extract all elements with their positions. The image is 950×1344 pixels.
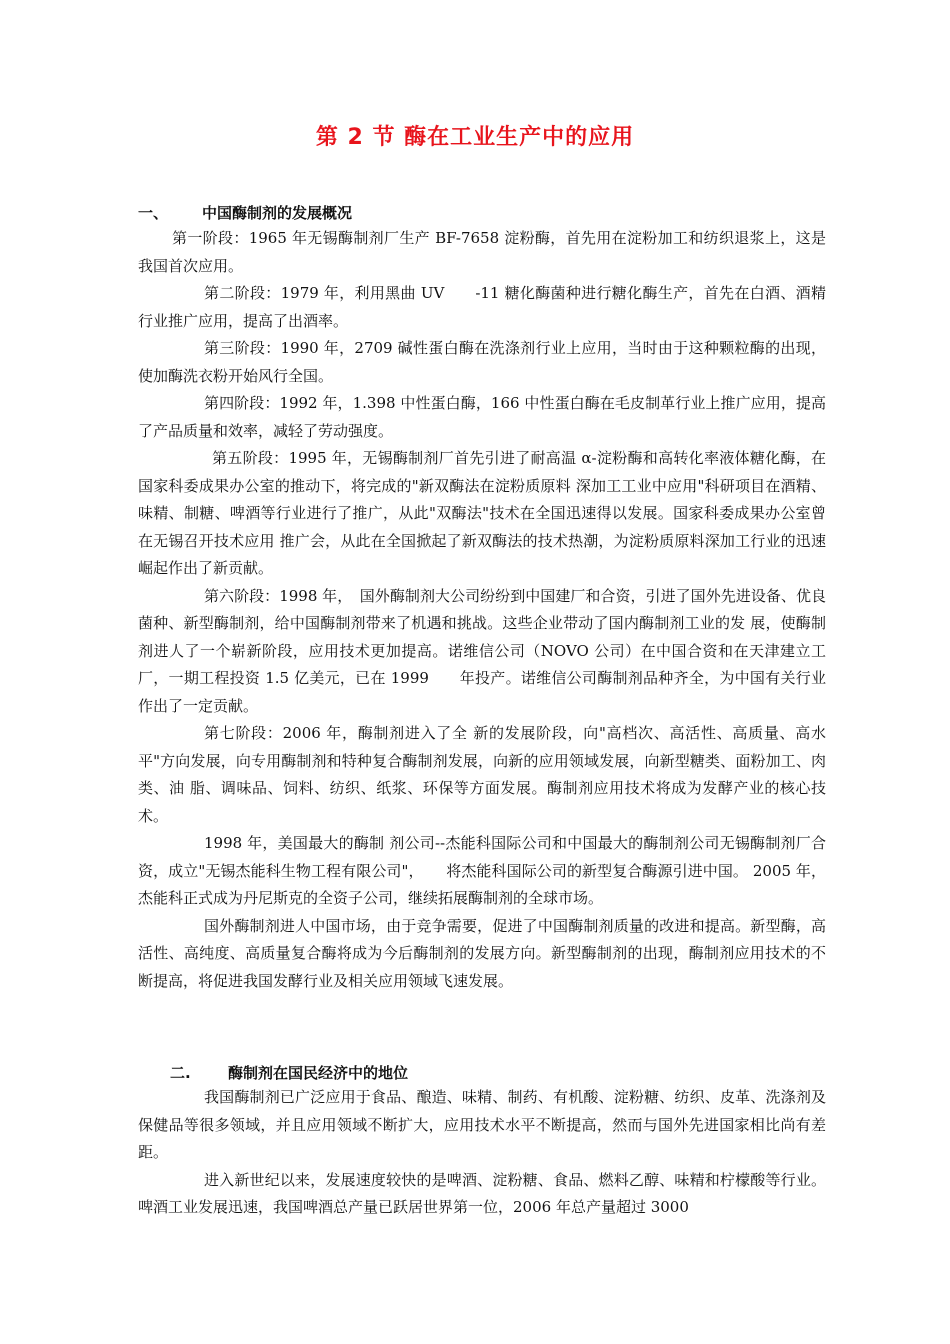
paragraph: 进入新世纪以来，发展速度较快的是啤酒、淀粉糖、食品、燃料乙醇、味精和柠檬酸等行业。啤酒工业发展迅速，我国啤酒总产量已跃居世界第一位，2006 年总产量超过 3000 [138,1170,826,1216]
paragraph: 我国酶制剂已广泛应用于食品、酿造、味精、制药、有机酸、淀粉糖、纺织、皮革、洗涤剂及保健品等很多领域，并且应用领域不断扩大，应用技术水平不断提高，然而与国外先进国家相比尚有差距。 [138,1088,826,1161]
section-title: 酶制剂在国民经济中的地位 [228,1064,409,1082]
paragraph: 第三阶段：1990 年，2709 碱性蛋白酶在洗涤剂行业上应用，当时由于这种颗粒酶的出现，使加酶洗衣粉开始风行全国。 [138,339,826,385]
paragraph: 第七阶段：2006 年，酶制剂进入了全 新的发展阶段，向"高档次、高活性、高质量、高水平"方向发展，向专用酶制剂和特种复合酶制剂发展，向新的应用领域发展，向新型糖类、面粉加工、肉类、油 脂、调味品、饲料、纺织、纸浆、环保等方面发展。酶制剂应用技术将成为发酵产业的核心技术。 [138,724,826,825]
paragraph: 第四阶段：1992 年，1.398 中性蛋白酶，166 中性蛋白酶在毛皮制革行业上推广应用，提高了产品质量和效率，减轻了劳动强度。 [138,394,826,440]
paragraph: 第二阶段：1979 年，利用黑曲 UV -11 糖化酶菌种进行糖化酶生产，首先在白酒、酒精行业推广应用，提高了出酒率。 [138,284,826,330]
paragraph: 第五阶段：1995 年，无锡酶制剂厂首先引进了耐高温 α-淀粉酶和高转化率液体糖化酶，在国家科委成果办公室的推动下，将完成的"新双酶法在淀粉质原料 深加工工业中应用"科研项目在酒精、味精、制糖、啤酒等行业进行了推广，从此"双酶法"技术在全国迅速得以发展。国家科委成果办公室曾在无锡召开技术应用 推广会，从此在全国掀起了新双酶法的技术热潮，为淀粉质原料深加工行业的迅速崛起作出了新贡献。 [138,449,826,577]
section-number: 一、 [138,204,169,222]
paragraph: 第一阶段：1965 年无锡酶制剂厂生产 BF-7658 淀粉酶，首先用在淀粉加工和纺织退浆上，这是我国首次应用。 [138,229,826,275]
section-2-body [138,1084,826,1222]
section-1-body [138,225,826,995]
page-title: 第 2 节 酶在工业生产中的应用 [315,125,635,150]
paragraph: 国外酶制剂进人中国市场，由于竞争需要，促进了中国酶制剂质量的改进和提高。新型酶，高活性、高纯度、高质量复合酶将成为今后酶制剂的发展方向。新型酶制剂的出现，酶制剂应用技术的不断提高，将促进我国发酵行业及相关应用领域飞速发展。 [138,916,826,990]
section-heading-2 [170,1062,408,1083]
section-number: 二. [170,1064,191,1082]
paragraph: 第六阶段：1998 年， 国外酶制剂大公司纷纷到中国建厂和合资，引进了国外先进设备、优良菌种、新型酶制剂，给中国酶制剂带来了机遇和挑战。这些企业带动了国内酶制剂工业的发 展，使酶制剂进人了一个崭新阶段，应用技术更加提高。诺维信公司（NOVO 公司）在中国合资和在天津建立工厂，一期工程投资 1.5 亿美元，已在 1999 年投产。诺维信公司酶制剂品种齐全，为中国有关行业作出了一定贡献。 [138,586,826,715]
section-title: 中国酶制剂的发展概况 [202,204,353,222]
section-heading-1 [138,202,352,223]
paragraph: 1998 年，美国最大的酶制 剂公司--杰能科国际公司和中国最大的酶制剂公司无锡酶制剂厂合资，成立"无锡杰能科生物工程有限公司"， 将杰能科国际公司的新型复合酶源引进中国。 2005 年，杰能科正式成为丹尼斯克的全资子公司，继续拓展酶制剂的全球市场。 [138,834,826,907]
